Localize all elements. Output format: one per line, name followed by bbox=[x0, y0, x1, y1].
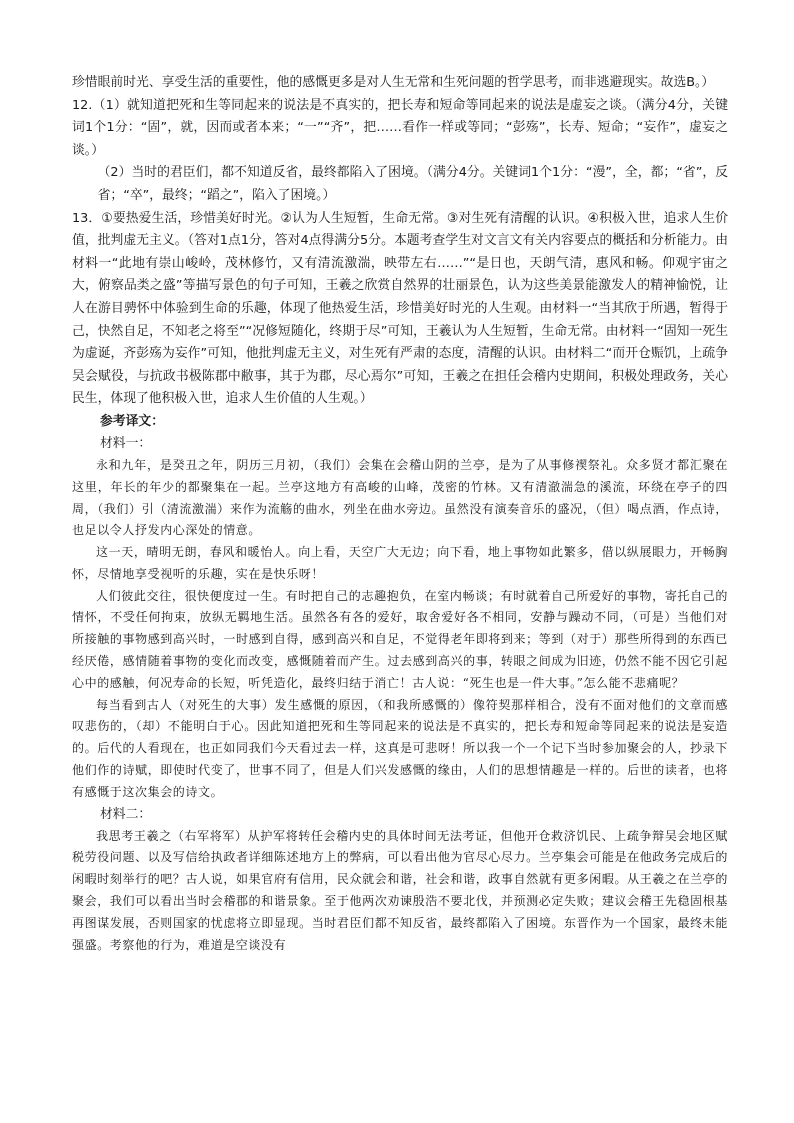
material1-title: 材料一： bbox=[100, 435, 152, 451]
q12-part1: 12.（1）就知道把死和生等同起来的说法是不真实的，把长寿和短命等同起来的说法是虚妄之谈。（满分4分，关键词1个1分：“固”，就，因而或者本来；“一”“齐”，把……看作一样或等同；“彭殇”，长寿、短命；“妄作”，虚妄之谈。） bbox=[72, 97, 728, 158]
material1-paragraph: 永和九年，是癸丑之年，阴历三月初，（我们）会集在会稽山阴的兰亭，是为了从事修禊祭礼。众多贤才都汇聚在这里，年长的年少的都聚集在一起。兰亭这地方有高峻的山峰，茂密的竹林。又有清澈湍急的溪流，环绕在亭子的四周，（我们）引（清流激湍）来作为流觞的曲水，列坐在曲水旁边。虽然没有演奏音乐的盛况，（但）喝点酒，作点诗，也足以令人抒发内心深处的情意。 bbox=[72, 457, 728, 538]
material2-paragraph: 我思考王羲之（右军将军）从护军将转任会稽内史的具体时间无法考证，但他开仓救济饥民、上疏争辩吴会地区赋税劳役问题、以及写信给执政者详细陈述地方上的弊病，可以看出他为官尽心尽力。兰亭集会可能是在他政务完成后的闲暇时刻举行的吧？古人说，如果官府有信用，民众就会和谐，社会和谐，政事自然就有更多闲暇。从王羲之在兰亭的聚会，我们可以看出当时会稽郡的和谐景象。至于他两次劝谏殷浩不要北伐，并预测必定失败；建议会稽王先稳固根基再图谋发展，否则国家的忧虑将立即显现。当时君臣们都不知反省，最终都陷入了困境。东晋作为一个国家，最终未能强盛。考察他的行为，难道是空谈没有 bbox=[72, 828, 728, 952]
translation-heading: 参考译文： bbox=[100, 413, 164, 429]
q12-part2: （2）当时的君臣们，都不知道反省，最终都陷入了困境。（满分4分。关键词1个1分：“漫”，全，都；“省”，反省；“卒”，最终；“蹈之”，陷入了困境。） bbox=[97, 165, 728, 203]
material1-paragraph: 人们彼此交往，很快便度过一生。有时把自己的志趣抱负，在室内畅谈；有时就着自己所爱好的事物，寄托自己的情怀，不受任何拘束，放纵无羁地生活。虽然各有各的爱好，取舍爱好各不相同，安静与躁动不同，（可是）当他们对所接触的事物感到高兴时，一时感到自得，感到高兴和自足，不觉得老年即将到来；等到（对于）那些所得到的东西已经厌倦，感情随着事物的变化而改变，感慨随着而产生。过去感到高兴的事，转眼之间成为旧迹，仍然不能不因它引起心中的感触，何况寿命的长短，听凭造化，最终归结于消亡！古人说：“死生也是一件大事。”怎么能不悲痛呢？ bbox=[72, 588, 728, 690]
material1-paragraph: 这一天，晴明无朗，春风和暖怡人。向上看，天空广大无边；向下看，地上事物如此繁多，借以纵展眼力，开畅胸怀，尽情地享受视听的乐趣，实在是快乐呀！ bbox=[72, 545, 728, 581]
answer-continuation: 珍惜眼前时光、享受生活的重要性，他的感慨更多是对人生无常和生死问题的哲学思考，而非逃避现实。故选B。） bbox=[72, 75, 715, 90]
document-page bbox=[72, 72, 728, 956]
material1-paragraph: 每当看到古人（对死生的大事）发生感慨的原因，（和我所感慨的）像符契那样相合，没有不面对他们的文章而感叹悲伤的，（却）不能明白于心。因此知道把死和生等同起来的说法是不真实的，把长寿和短命等同起来的说法是妄造的。后代的人看现在，也正如同我们今天看过去一样，这真是可悲呀！所以我一个一个记下当时参加聚会的人，抄录下他们作的诗赋，即使时代变了，世事不同了，但是人们兴发感慨的缘由，人们的思想情趣是一样的。后世的读者，也将有感慨于这次集会的诗文。 bbox=[72, 697, 728, 799]
material2-title: 材料二： bbox=[100, 806, 152, 822]
q13-answer: 13．①要热爱生活，珍惜美好时光。②认为人生短暂，生命无常。③对生死有清醒的认识。④积极入世，追求人生价值，批判虚无主义。（答对1点1分，答对4点得满分5分。本题考查学生对文言文有关内容要点的概括和分析能力。由材料一“此地有崇山峻岭，茂林修竹，又有清流激湍，映带左右……”“是日也，天朗气清，惠风和畅。仰观宇宙之大，俯察品类之盛”等描写景色的句子可知，王羲之欣赏自然界的壮丽景色，认为这些美景能激发人的精神愉悦，让人在游目骋怀中体验到生命的乐趣，体现了他热爱生活，珍惜美好时光的人生观。由材料一“当其欣于所遇，暂得于己，快然自足，不知老之将至”“况修短随化，终期于尽”可知，王羲认为人生短暂，生命无常。由材料一“固知一死生为虚诞，齐彭殇为妄作”可知，他批判虚无主义，对生死有严肃的态度，清醒的认识。由材料二“而开仓赈饥，上疏争吴会赋役，与抗政书极陈郡中敝事，其于为郡，尽心焉尔”可知，王羲之在担任会稽内史期间，积极处理政务，关心民生，体现了他积极入世，追求人生价值的人生观。） bbox=[72, 210, 728, 407]
